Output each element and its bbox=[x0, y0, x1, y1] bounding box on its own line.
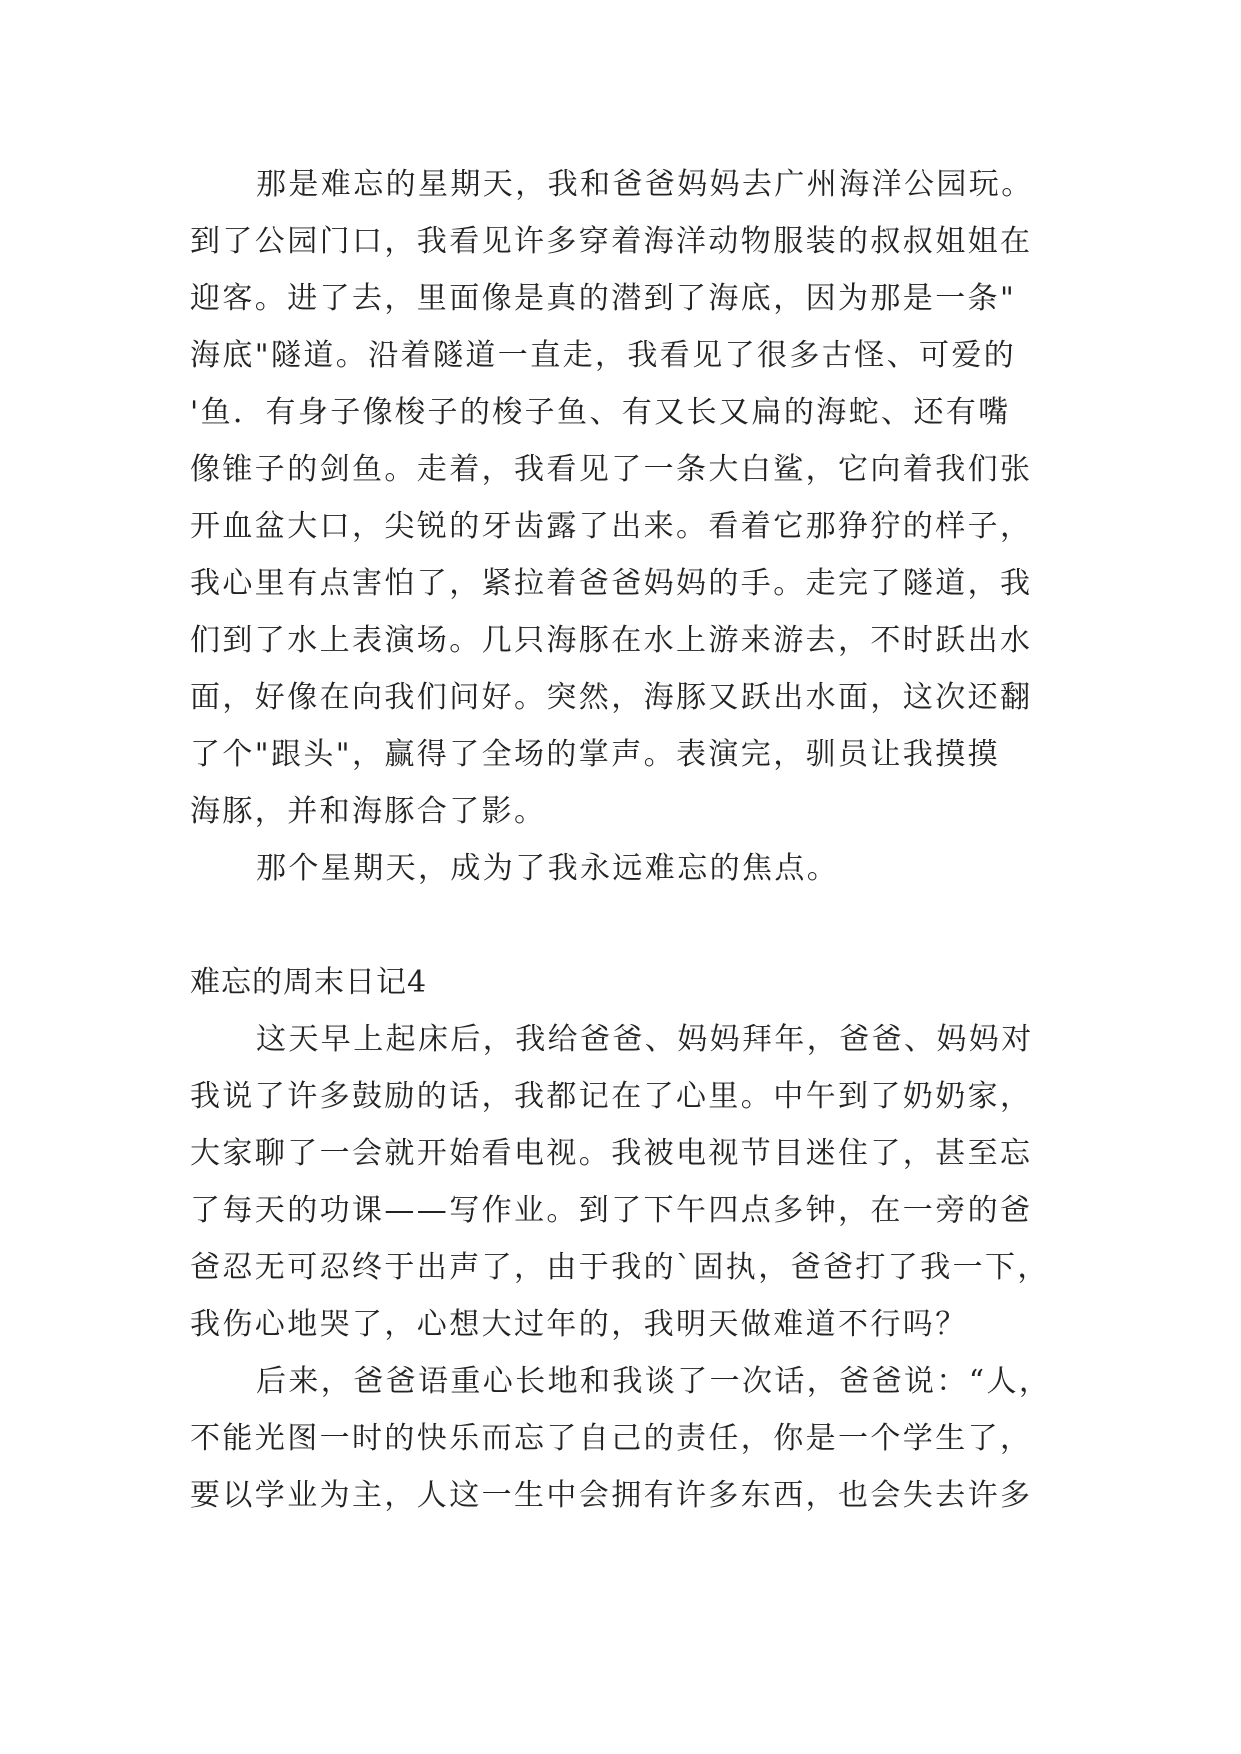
closing-line: 那个星期天，成为了我永远难忘的焦点。 bbox=[256, 851, 840, 886]
paragraph-line: 们到了水上表演场。几只海豚在水上游来游去，不时跃出水 bbox=[190, 623, 1033, 658]
paragraph-line: 海底"隧道。沿着隧道一直走，我看见了很多古怪、可爱的 bbox=[190, 338, 1017, 373]
paragraph-line: 像锥子的剑鱼。走着，我看见了一条大白鲨，它向着我们张 bbox=[190, 452, 1033, 487]
paragraph-line: 面，好像在向我们问好。突然，海豚又跃出水面，这次还翻 bbox=[190, 680, 1033, 715]
section-title: 难忘的周末日记4 bbox=[190, 965, 428, 1000]
paragraph-line: 爸忍无可忍终于出声了，由于我的`固执，爸爸打了我一下， bbox=[190, 1250, 1050, 1285]
paragraph-line: 不能光图一时的快乐而忘了自己的责任，你是一个学生了， bbox=[190, 1421, 1033, 1456]
paragraph-line: 到了公园门口，我看见许多穿着海洋动物服装的叔叔姐姐在 bbox=[190, 224, 1033, 259]
paragraph-line: 海豚，并和海豚合了影。 bbox=[190, 794, 547, 829]
paragraph-line: 我伤心地哭了，心想大过年的，我明天做难道不行吗？ bbox=[190, 1307, 968, 1342]
paragraph-line: 迎客。进了去，里面像是真的潜到了海底，因为那是一条" bbox=[190, 281, 1017, 316]
paragraph-line: 我说了许多鼓励的话，我都记在了心里。中午到了奶奶家， bbox=[190, 1079, 1033, 1114]
paragraph-line: 了每天的功课——写作业。到了下午四点多钟，在一旁的爸 bbox=[190, 1193, 1033, 1228]
paragraph-line: 这天早上起床后，我给爸爸、妈妈拜年，爸爸、妈妈对 bbox=[256, 1022, 1034, 1057]
paragraph-line: 开血盆大口，尖锐的牙齿露了出来。看着它那狰狞的样子， bbox=[190, 509, 1033, 544]
paragraph-line: 我心里有点害怕了，紧拉着爸爸妈妈的手。走完了隧道，我 bbox=[190, 566, 1033, 601]
paragraph-line: '鱼．有身子像梭子的梭子鱼、有又长又扁的海蛇、还有嘴 bbox=[190, 395, 1011, 430]
paragraph-line: 大家聊了一会就开始看电视。我被电视节目迷住了，甚至忘 bbox=[190, 1136, 1033, 1171]
paragraph-line: 后来，爸爸语重心长地和我谈了一次话，爸爸说：“人， bbox=[256, 1364, 1052, 1399]
paragraph-line: 要以学业为主，人这一生中会拥有许多东西，也会失去许多 bbox=[190, 1478, 1033, 1513]
paragraph-line: 那是难忘的星期天，我和爸爸妈妈去广州海洋公园玩。 bbox=[256, 167, 1034, 202]
paragraph-line: 了个"跟头"，赢得了全场的掌声。表演完，驯员让我摸摸 bbox=[190, 737, 1000, 772]
